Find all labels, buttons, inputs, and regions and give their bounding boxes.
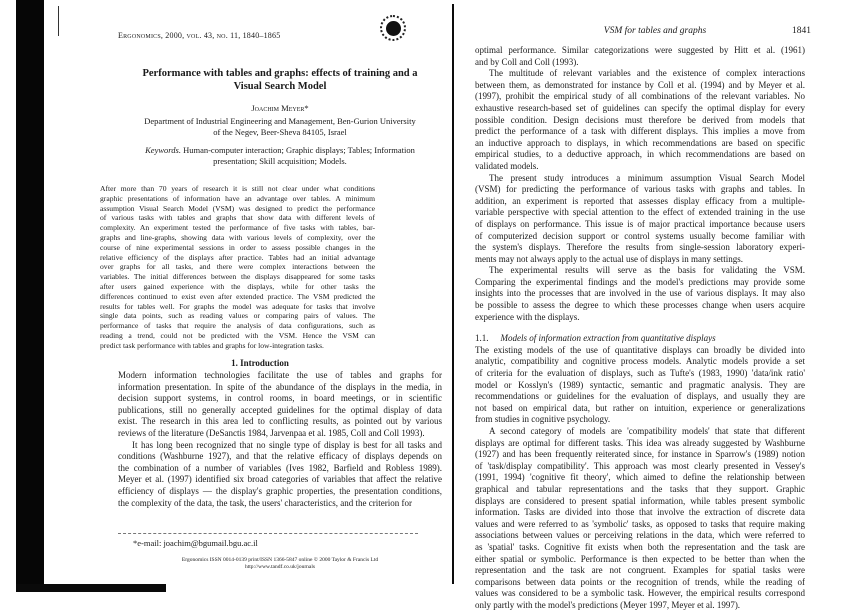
paragraph-line: not based on empirical data, but rather on intuition, experience or generalizations (475, 402, 805, 413)
paragraph-line: the complexity of the data, the task, the users' characteristics, and the criterion for (118, 497, 413, 508)
keywords-line: Human-computer interaction; Graphic displays; Tables; Information (183, 145, 415, 155)
paragraph-line: reviews of the literature (DeSanctis 1984, Jarvenpaa et al. 1985, Coll and Coll 1993). (118, 427, 425, 438)
paragraph-line: variable perspective with special attention to the effect of extended training in the use (475, 207, 805, 218)
right-page-body (475, 45, 805, 612)
paragraph-line: as 'spatial' tasks. Cognitive fit exists when both the representation and the task are (475, 541, 805, 552)
affiliation-line: Department of Industrial Engineering and Management, Ben-Gurion University (144, 116, 416, 126)
paragraph-line: exist. The research in this area led to conflicting results, as pointed out by various (118, 416, 442, 427)
abstract-line: of various tasks with tables and graphs that show data with different levels of (100, 213, 375, 223)
paragraph-line: graphical and tabular representations and the tasks that they support. Graphic (475, 483, 805, 494)
scan-dark-edge (16, 0, 44, 592)
subsection-heading (475, 333, 805, 345)
abstract-line: reading a trend, could not be predicted with the VSM. Hence the VSM can (100, 330, 375, 340)
keywords (120, 145, 440, 166)
paragraph-line: values and were referred to as 'symbolic' tasks, as opposed to tasks that require making (475, 518, 805, 529)
paragraph-line: (VSM) for predicting the performance of various tasks with graphs and tables. In (475, 184, 805, 195)
abstract-line: differences continued to exist even after extended practice. The VSM predicted the (100, 291, 375, 301)
paragraph-line: (1991, 1994) 'cognitive fit theory', which aimed to define the relationship between (475, 472, 805, 483)
author-affiliation (120, 116, 440, 137)
abstract-line: graphs and line-graphs, showing data with various levels of complexity, over the (100, 232, 375, 242)
paragraph-line: (1927) and has been frequently reiterated since, for instance in Sparrow's (1989) notion (475, 449, 805, 460)
paragraph-line: only partly with the model's predictions (Meyer 1997, Meyer et al. 1997). (475, 599, 741, 610)
paragraph-line: values was considered to be a symbolic task. However, the empirical results correspond (475, 588, 805, 599)
taylor-francis-logo-icon (380, 15, 406, 41)
abstract-line: assumption Visual Search Model (VSM) was designed to predict the performance (100, 203, 375, 213)
paragraph-line: decision support systems, in control rooms, in board meetings, or in scientific (118, 393, 442, 404)
paragraph-line: displays are optimal for different tasks. This idea was already suggested by Washburne (475, 437, 805, 448)
section-heading-introduction: 1. Introduction (231, 358, 289, 368)
paragraph-line: information presentation. In spite of the abundance of the displays in the media, in (118, 381, 442, 392)
paragraph-line: displays are considered to present spatial information, while tables present symbolic (475, 495, 805, 506)
introduction-body (118, 370, 442, 509)
abstract-line: over graphs for all tasks, and there were complex interactions between the (100, 262, 375, 272)
paragraph-line: Comparing the experimental findings and the model's predictions may provide some (475, 276, 805, 287)
paragraph-line: insights into the processes that are involved in the use of various displays. It may also (475, 288, 805, 299)
keywords-label: Keywords. (145, 145, 181, 155)
paragraph-line: conditions (Washburne 1927), and that the relative efficacy of displays depends on (118, 451, 442, 462)
paragraph-line: The multitude of relevant variables and the existence of complex interactions (489, 68, 805, 79)
abstract (100, 184, 375, 351)
paragraph-line: analytic, compatibility and cognitive process models. Analytic models provide a set (475, 356, 805, 367)
paragraph-line: of 'task/display compatibility'. This approach was most clearly presented in Vessey's (475, 460, 805, 471)
book-spine-divider (452, 4, 454, 584)
abstract-line: relative efficiency of the displays after practice. Tables had an initial advantage (100, 252, 375, 262)
keywords-line: presentation; Skill acquisition; Models. (213, 155, 347, 166)
abstract-line: results for tables well. For graphs the model was adequate for tasks that involve (100, 301, 375, 311)
paragraph-line: the combination of a number of variables (Ives 1982, Barfield and Robless 1989). (118, 462, 442, 473)
paragraph-line: model or Kosslyn's (1989) syntactic, semantic and pragmatic analysis. They are (475, 379, 805, 390)
subsection-title: Models of information extraction from quantitative displays (500, 333, 716, 344)
paragraph-line: and by Coll and Coll (1993). (475, 56, 579, 67)
subsection-number: 1.1. (475, 333, 489, 344)
paragraph-line: be possible to assess the degree to which these processes change when users acquire (475, 300, 805, 311)
paragraph-line: representation and the task are not congruent. Examples for spatial tasks were (475, 565, 805, 576)
paragraph-line: information. Tasks are divided into those that involve the extraction of discrete data (475, 507, 805, 518)
paragraph-line: predict the performance of a task with different displays. This implies a move from (475, 126, 805, 137)
paragraph-line: associations between values or perceiving relations in the data, which were referred to (475, 530, 805, 541)
paragraph-line: from studies in cognitive psychology. (475, 414, 611, 425)
journal-imprint (120, 557, 440, 571)
paragraph-line: efficiency of displays — the display's graphic properties, the presentation conditions, (118, 485, 442, 496)
paragraph-line: publications, still no generally accepted guidelines for the optimal display of data (118, 404, 442, 415)
paragraph-line: of displays on performance. This issue is of major practical importance because users (475, 218, 805, 229)
paragraph-line: The experimental results will serve as the basis for validating the VSM. (489, 265, 805, 276)
paragraph-line: comparisons between data points or the recognition of trends, while the reading of (475, 576, 805, 587)
paragraph-line: either spatial or symbolic. Performance is then expected to be better than when the (475, 553, 805, 564)
paragraph-line: It has long been recognized that no single type of display is best for all tasks and (132, 439, 442, 450)
paragraph-line: between them, as demonstrated for instance by Coll et al. (1994) and by Meyer et al. (475, 79, 805, 90)
paragraph-line: exhaustive research-based set of guidelines can specify the optimal display for every (475, 102, 805, 113)
imprint-line: http://www.tandf.co.uk/journals (244, 564, 316, 570)
paragraph-line: recommendations or guidelines for the evaluation of displays, and usually they are (475, 391, 805, 402)
paragraph-line: an inductive approach to displays, in which recommendations are based on specific (475, 137, 805, 148)
abstract-line: performance of tasks that require the analysis of data configurations, such as (100, 321, 375, 331)
abstract-line: After more than 70 years of research it is still not clear under what conditions (100, 184, 375, 193)
running-head-short-title: VSM for tables and graphs (603, 26, 707, 36)
abstract-line: complexity. An experiment tested the performance of five tasks with tables, bar- (100, 223, 375, 233)
imprint-line: Ergonomics ISSN 0014-0139 print/ISSN 1366-5847 online © 2000 Taylor & Francis Ltd (181, 557, 379, 563)
author-name: Joachim Meyer* (251, 103, 309, 113)
abstract-line: course of nine experimental sessions in order to assess possible changes in the (100, 242, 375, 252)
scan-artifact-line (58, 6, 59, 36)
right-page (455, 0, 846, 610)
paragraph-line: A second category of models are 'compatibility models' that state that different (489, 426, 805, 436)
abstract-line: variables. The initial differences between the displays disappeared for some tasks (100, 272, 375, 282)
paragraph-line: the system's displays. Therefore the results from single-session laboratory experi- (475, 242, 805, 253)
paragraph-line: The existing models of the use of quantitative displays can broadly be divided into (475, 344, 805, 355)
paragraph-line: empirical studies, to a deductive approach, in which recommendations are based on (475, 149, 805, 160)
paragraph-line: The present study introduces a minimum assumption Visual Search Model (489, 172, 805, 183)
paragraph-line: possible condition. Design decisions must therefore be derived from models that (475, 114, 805, 125)
page-number: 1841 (792, 26, 811, 36)
paragraph-line: of criteria for the evaluation of displays, such as Tufte's (1983, 1990) 'data/ink ratio' (475, 368, 805, 379)
paragraph-line: ments may not always apply to the actual use of displays in many settings. (475, 253, 743, 264)
paragraph-line: experience with the displays. (475, 311, 580, 322)
paragraph-line: validated models. (475, 160, 539, 171)
left-page (60, 0, 440, 592)
journal-running-head: Ergonomics, 2000, vol. 43, no. 11, 1840–1865 (118, 31, 281, 40)
abstract-line: after users gained experience with the displays, while for other tasks the (100, 281, 375, 291)
title-line: Visual Search Model (233, 81, 327, 92)
abstract-line: graphic presentations of information have an advantage over tables. A minimum (100, 193, 375, 203)
paragraph-line: Meyer et al. (1997) identified six broad categories of variables that affect the relative (118, 474, 442, 485)
abstract-line: single data points, such as reading values or comparing pairs of values. The (100, 311, 375, 321)
affiliation-line: of the Negev, Beer-Sheva 84105, Israel (213, 126, 347, 137)
paragraph-line: of computerized decision support or control systems usually become familiar with (475, 230, 805, 241)
paragraph-line: addition, an experiment is reported that assesses display efficacy from a multiple- (475, 195, 805, 206)
paragraph-line: optimal performance. Similar categorizations were suggested by Hitt et al. (1961) (475, 45, 805, 55)
abstract-line: predict task performance with tables and graphs for low-integration tasks. (100, 340, 324, 350)
paragraph-line: Modern information technologies facilitate the use of tables and graphs for (118, 370, 442, 380)
footnote-rule (118, 533, 418, 535)
paragraph-line: (1997), prohibit the empirical study of all combinations of the relevant variables. No (475, 91, 805, 102)
title-line: Performance with tables and graphs: effects of training and a (142, 68, 418, 79)
author-email-footnote: *e-mail: joachim@bgumail.bgu.ac.il (133, 538, 258, 548)
article-title (120, 67, 440, 93)
